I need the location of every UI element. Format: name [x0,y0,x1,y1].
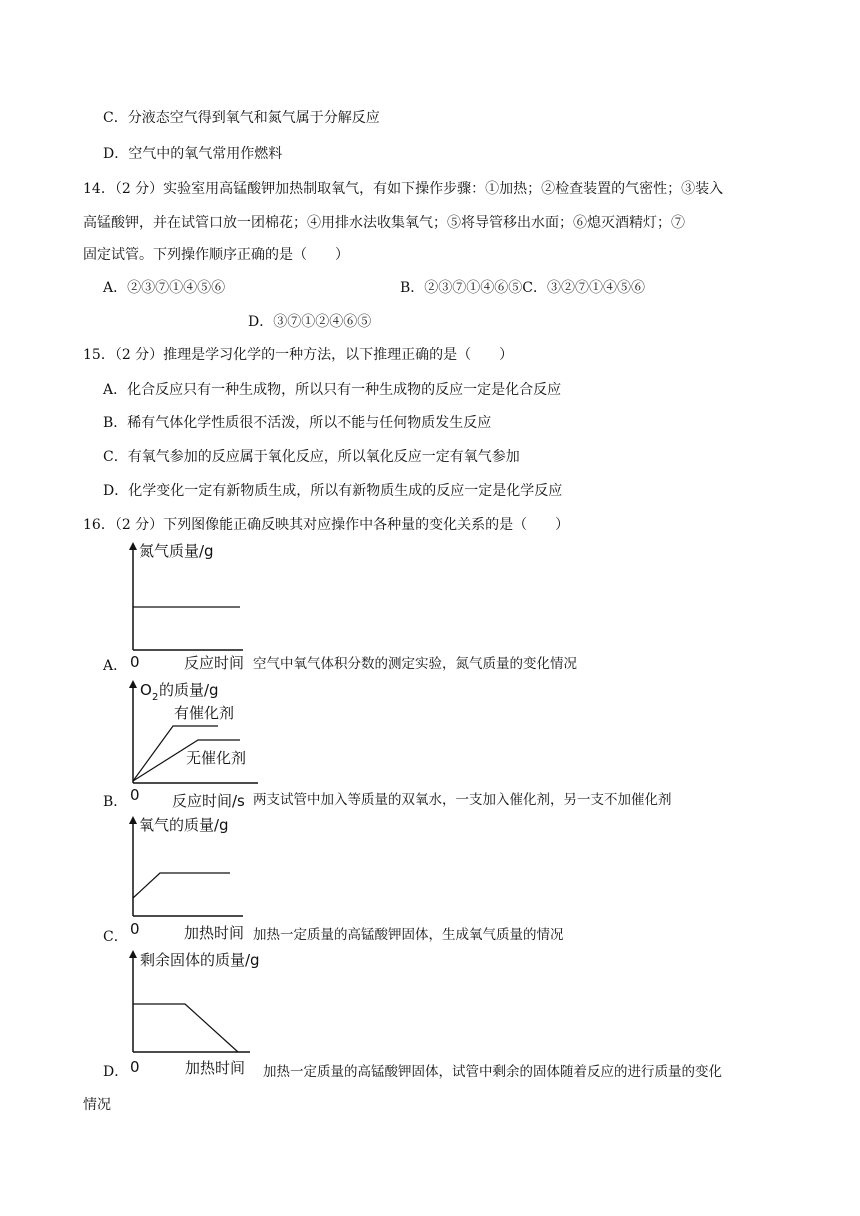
y-axis-label-sub: 2 [152,692,159,703]
origin-label: 0 [130,920,140,938]
y-axis-label: 氮气质量/g [139,542,214,560]
q16-option-d-letter: D． [103,1064,129,1080]
origin-label: 0 [130,653,140,671]
q15-option-c: C．有氧气参加的反应属于氧化反应，所以氧化反应一定有氧气参加 [103,449,520,465]
q15-stem: 15．（2 分）推理是学习化学的一种方法，以下推理正确的是（ ） [83,347,514,363]
q14-stem-line1: 14．（2 分）实验室用高锰酸钾加热制取氧气，有如下操作步骤：①加热；②检查装置的气密性；③装入 [83,181,724,197]
q15-option-d: D．化学变化一定有新物质生成，所以有新物质生成的反应一定是化学反应 [103,483,563,499]
q16-graph-a [118,540,258,676]
x-axis-label: 加热时间 [185,1059,246,1077]
y-axis-arrow [129,680,137,688]
y-axis-label-rest: 的质量/g [159,681,219,699]
y-axis-arrow [129,542,137,550]
q16-option-b-caption: 两支试管中加入等质量的双氧水，一支加入催化剂，另一支不加催化剂 [253,792,672,808]
q16-option-d-caption-line2: 情况 [83,1097,111,1113]
x-axis-label: 加热时间 [184,924,245,942]
y-axis-arrow [129,816,137,824]
oxygen-curve [133,873,230,898]
y-axis-label: 剩余固体的质量/g [140,951,260,969]
series-catalyst-label: 有催化剂 [174,704,235,722]
q15-option-a: A．化合反应只有一种生成物，所以只有一种生成物的反应一定是化合反应 [103,382,562,398]
origin-label: 0 [130,786,140,804]
y-axis-label-o: O [140,681,152,699]
q14-stem-line3: 固定试管。下列操作顺序正确的是（ ） [83,247,349,263]
solid-mass-curve [133,1004,238,1052]
q14-option-a: A．②③⑦①④⑤⑥ [103,280,226,296]
q16-option-c-caption: 加热一定质量的高锰酸钾固体，生成氧气质量的情况 [253,927,564,943]
q16-graph-b [118,676,268,812]
q16-option-a-letter: A． [103,658,128,674]
y-axis-arrow [129,950,137,958]
q13-option-d: D．空气中的氧气常用作燃料 [103,146,283,162]
x-axis-label: 反应时间 [184,654,245,672]
x-axis-label: 反应时间/s [172,792,245,810]
q16-option-d-caption-line1: 加热一定质量的高锰酸钾固体，试管中剩余的固体随着反应的进行质量的变化 [263,1064,722,1080]
q15-option-b: B．稀有气体化学性质很不活泼，所以不能与任何物质发生反应 [103,415,492,431]
q16-option-b-letter: B． [103,794,128,810]
series-no-catalyst-label: 无催化剂 [186,749,247,767]
y-axis-label: 氧气的质量/g [139,816,229,834]
q16-option-c-letter: C． [103,929,128,945]
q14-stem-line2: 高锰酸钾，并在试管口放一团棉花；④用排水法收集氧气；⑤将导管移出水面；⑥熄灭酒精灯；⑦ [83,215,685,231]
q16-graph-c [118,812,258,948]
q16-stem: 16．（2 分）下列图像能正确反映其对应操作中各种量的变化关系的是（ ） [83,517,570,533]
q16-option-a-caption: 空气中氧气体积分数的测定实验，氮气质量的变化情况 [253,656,577,672]
q13-option-c: C．分液态空气得到氧气和氮气属于分解反应 [103,110,380,126]
q16-graph-d [118,946,268,1082]
q14-option-bc: B．②③⑦①④⑥⑤C．③②⑦①④⑤⑥ [400,280,645,296]
origin-label: 0 [130,1058,140,1076]
q14-option-d: D．③⑦①②④⑥⑤ [248,314,372,330]
